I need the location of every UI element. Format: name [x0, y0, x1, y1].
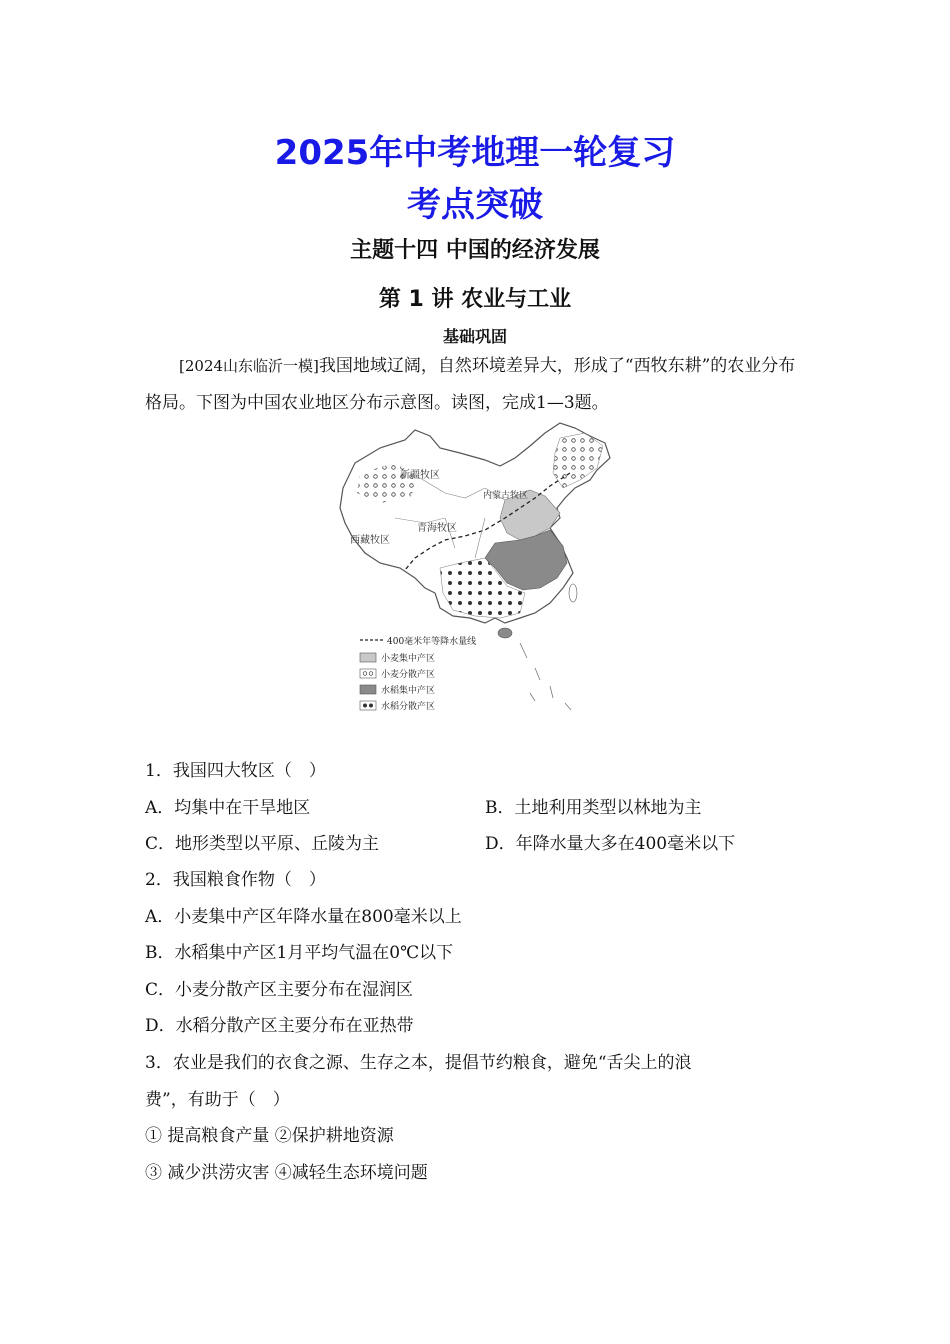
question-3-stem-line2: 费”，有助于（ ）	[145, 1090, 290, 1110]
china-agriculture-map	[335, 418, 620, 728]
question-2-option-b: B．水稻集中产区1月平均气温在0℃以下	[145, 943, 454, 963]
map-legend	[360, 635, 476, 712]
intro-text: 我国地域辽阔，自然环境差异大，形成了“西牧东耕”的农业分布格局。下图为中国农业地区分布示意图。读图，完成1—3题。	[145, 356, 796, 413]
label-qinghai: 青海牧区	[417, 523, 457, 534]
legend-rice-concentrated: 水稻集中产区	[381, 686, 436, 696]
question-1-option-a: A．均集中在干旱地区	[145, 798, 311, 818]
intro-source: [2024山东临沂一模]	[179, 357, 319, 375]
question-1-option-b: B．土地利用类型以林地为主	[485, 798, 702, 818]
question-2-option-d: D．水稻分散产区主要分布在亚热带	[145, 1016, 414, 1036]
label-xizang: 西藏牧区	[350, 535, 390, 546]
hainan-island	[498, 628, 512, 638]
intro-paragraph	[145, 348, 810, 422]
label-xinjiang: 新疆牧区	[400, 470, 440, 481]
legend-rice-scattered: 水稻分散产区	[381, 702, 436, 712]
section-heading: 基础巩固	[442, 327, 507, 346]
legend-wheat-scattered: 小麦分散产区	[381, 670, 436, 680]
lecture-heading: 第 1 讲 农业与工业	[378, 287, 572, 312]
topic-heading: 主题十四 中国的经济发展	[350, 238, 600, 263]
question-2-stem: 2．我国粮食作物（ ）	[145, 870, 326, 890]
question-3-stem-line1: 3．农业是我们的衣食之源、生存之本，提倡节约粮食，避免“舌尖上的浪	[145, 1053, 692, 1073]
question-2-option-c: C．小麦分散产区主要分布在湿润区	[145, 980, 414, 1000]
wheat-scattered-northeast	[553, 433, 603, 488]
question-3-statements-2: ③ 减少洪涝灾害 ④减轻生态环境问题	[145, 1163, 428, 1183]
question-2-option-a: A．小麦集中产区年降水量在800毫米以上	[145, 907, 462, 927]
question-3-statements-1: ① 提高粮食产量 ②保护耕地资源	[145, 1126, 394, 1146]
legend-wheat-concentrated: 小麦集中产区	[381, 654, 436, 664]
document-title: 2025年中考地理一轮复习	[274, 133, 676, 173]
map-figure	[335, 418, 620, 728]
question-1-option-d: D．年降水量大多在400毫米以下	[485, 834, 736, 854]
question-1-stem: 1．我国四大牧区（ ）	[145, 761, 326, 781]
taiwan-island	[569, 584, 577, 602]
south-sea-islands	[520, 643, 571, 710]
legend-isohyet: 400毫米年等降水量线	[387, 637, 477, 647]
label-neimeng: 内蒙古牧区	[483, 491, 529, 501]
question-1-option-c: C．地形类型以平原、丘陵为主	[145, 834, 380, 854]
document-subtitle: 考点突破	[407, 185, 543, 225]
